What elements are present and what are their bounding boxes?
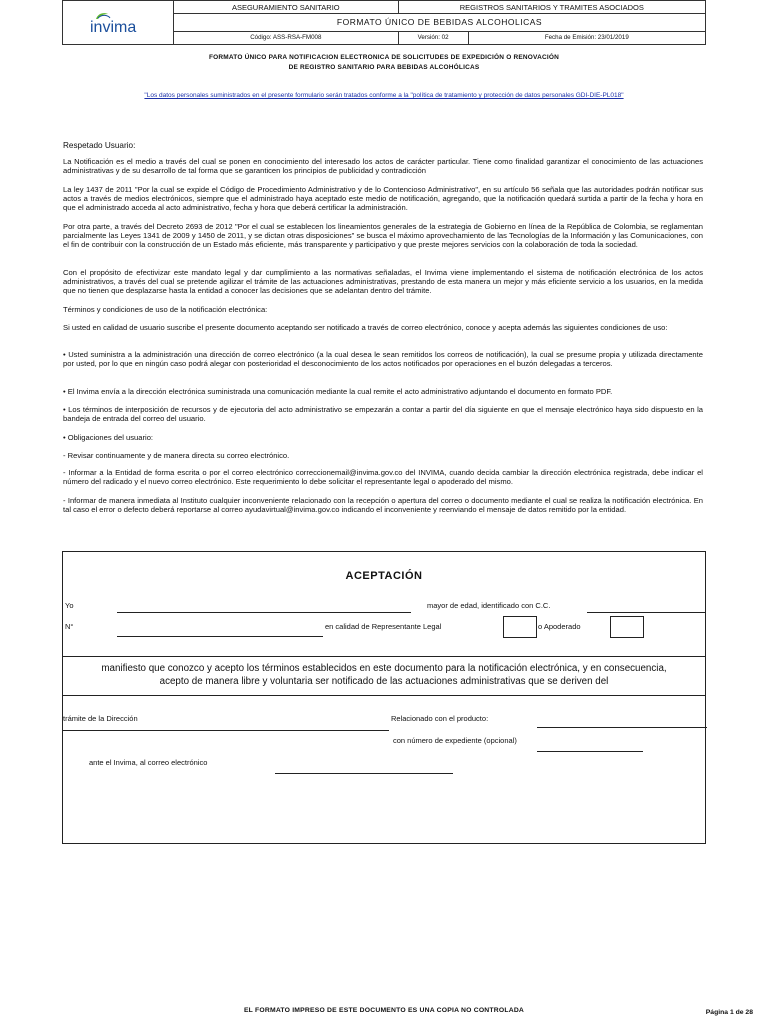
document-number-field[interactable] xyxy=(117,636,323,637)
document-title xyxy=(0,53,768,73)
header-code: Código: ASS-RSA-FM008 xyxy=(174,31,399,44)
bullet-pdf: • El Invima envía a la dirección electrónica suministrada una comunicación mediante la cual remite el acto administrativo adjuntando el documento en formato PDF. xyxy=(63,387,613,396)
document-header xyxy=(62,0,706,45)
logo-cell xyxy=(63,1,174,45)
yo-label: Yo xyxy=(65,601,74,610)
rep-legal-checkbox[interactable] xyxy=(503,616,537,638)
bullet-obligations: • Obligaciones del usuario: xyxy=(63,433,154,442)
email-field[interactable] xyxy=(275,773,453,774)
obligation-inform-issues: - Informar de manera inmediata al Instituto cualquier inconveniente relacionado con la recepción o apertura del correo o documento mediante el cual se realiza la notificación electrónica. En tal caso el error o defecto deberá reportarse al correo ayudavirtual@invima.gov.co indicando el inconveniente y reenviando el mensaje de datos remitido por la entidad. xyxy=(63,496,703,515)
tramite-label: trámite de la Dirección xyxy=(63,714,138,723)
obligation-review: - Revisar continuamente y de manera directa su correo electrónico. xyxy=(63,451,290,460)
correo-label: ante el Invima, al correo electrónico xyxy=(89,758,208,767)
age-label: mayor de edad, identificado con C.C. xyxy=(427,601,551,610)
paragraph-4: Con el propósito de efectivizar este mandato legal y dar cumplimiento a las normativas señaladas, el Invima viene implementando el sistema de notificación electrónica de los actos administrativos, a través del cual se pretende agilizar el trámite de las actuaciones administrativas, prestando de esta manera un mejor y más eficiente servicio a los usuarios, en la medida que no tienen que desplazarse hasta la entidad a conocer las decisiones que se adelantan dentro del trámite. xyxy=(63,268,703,296)
procedure-section xyxy=(62,696,706,844)
obligation-inform-change: - Informar a la Entidad de forma escrita o por el correo electrónico correccionemail@invima.gov.co del INVIMA, cuando decida cambiar la dirección electrónica registrada, debe indicar el número del radicado y el nuevo correo electrónico. Este requerimiento lo debe solicitar el representante legal o apoderado del mismo. xyxy=(63,468,703,487)
page-number: Página 1 de 28 xyxy=(705,1009,753,1016)
paragraph-1: La Notificación es el medio a través del cual se ponen en conocimiento del interesado los actos de carácter particular. Tiene como finalidad garantizar el conocimiento de las actuaciones administrativas y de su desarrollo de tal forma que se garanticen los principios de publicidad y contradicción xyxy=(63,157,703,176)
expediente-field[interactable] xyxy=(537,751,643,752)
invima-logo xyxy=(65,1,171,44)
acceptance-title: ACEPTACIÓN xyxy=(345,570,423,582)
privacy-notice-link[interactable]: "Los datos personales suministrados en el presente formulario serán tratados conforme a la "política de tratamiento y protección de datos personales GDI-DIE-PL018" xyxy=(144,92,624,99)
header-date: Fecha de Emisión: 23/01/2019 xyxy=(468,31,705,44)
bullet-email: • Usted suministra a la administración una dirección de correo electrónico (a la cual desea le sean remitidos los correos de notificación), la cual se presume propia y utilizada directamente por usted, por lo que en ningún caso podrá alegar con posterioridad el desconocimiento de los actos notificados por operaciones en el buzón delegadas a terceros. xyxy=(63,350,703,369)
expediente-label: con número de expediente (opcional) xyxy=(393,736,517,745)
rep-legal-label: en calidad de Representante Legal xyxy=(325,622,442,631)
terms-heading: Términos y condiciones de uso de la notificación electrónica: xyxy=(63,305,268,314)
invima-logo-icon xyxy=(86,10,150,36)
tramite-field[interactable] xyxy=(63,730,389,731)
name-field[interactable] xyxy=(117,612,411,613)
manifest-text xyxy=(63,656,705,688)
document-title-line1: FORMATO ÚNICO PARA NOTIFICACION ELECTRONICA DE SOLICITUDES DE EXPEDICIÓN O RENOVACIÓN xyxy=(208,54,560,61)
manifest-line1: manifiesto que conozco y acepto los términos establecidos en este documento para la notificación electrónica, y en consecuencia, xyxy=(101,663,667,674)
n-label: N° xyxy=(65,622,74,631)
cc-field[interactable] xyxy=(587,612,705,613)
paragraph-3: Por otra parte, a través del Decreto 2693 de 2012 "Por el cual se establecen los lineamientos generales de la estrategia de Gobierno en línea de la República de Colombia, se reglamentan parcialmente las Leyes 1341 de 2009 y 1450 de 2011, y se dictan otras disposiciones" se busca el máximo aprovechamiento de las Tecnologías de la Información y las Comunicaciones, con el fin de contribuir con la construcción de un Estado más eficiente, más transparente y participativo y que preste mejores servicios con la colaboración de toda la sociedad. xyxy=(63,222,703,250)
document-title-line2: DE REGISTRO SANITARIO PARA BEBIDAS ALCOHÓLICAS xyxy=(288,64,480,71)
paragraph-2: La ley 1437 de 2011 "Por la cual se expide el Código de Procedimiento Administrativo y de lo Contencioso Administrativo", en su artículo 56 señala que las autoridades podrán notificar sus actos a través de medios electrónicos, siempre que el administrado haya aceptado este medio de notificación, agregando, que la notificación quedará surtida a partir de la fecha y hora en que el administrado acceda al acto administrativo, fecha y hora que deberá certificar la administración. xyxy=(63,185,703,213)
header-form-title: FORMATO ÚNICO DE BEBIDAS ALCOHOLICAS xyxy=(174,14,706,31)
acceptance-section xyxy=(62,551,706,696)
producto-label: Relacionado con el producto: xyxy=(391,714,489,723)
header-process: REGISTROS SANITARIOS Y TRAMITES ASOCIADOS xyxy=(398,1,705,14)
apoderado-label: o Apoderado xyxy=(538,622,581,631)
bullet-terms: • Los términos de interposición de recursos y de ejecutoria del acto administrativo se empezarán a contar a partir del día siguiente en que el mensaje electrónico haya sido dispuesto en la bandeja de entrada del correo del usuario. xyxy=(63,405,703,424)
svg-text:invima: invima xyxy=(90,18,137,36)
header-area: ASEGURAMIENTO SANITARIO xyxy=(174,1,399,14)
manifest-line2: acepto de manera libre y voluntaria ser notificado de las actuaciones administrativas que se deriven del xyxy=(159,676,609,687)
apoderado-checkbox[interactable] xyxy=(610,616,644,638)
paragraph-conditions: Si usted en calidad de usuario suscribe el presente documento aceptando ser notificado a través de correo electrónico, conoce y acepta además las siguientes condiciones de uso: xyxy=(63,323,668,332)
header-version: Versión: 02 xyxy=(398,31,468,44)
producto-field[interactable] xyxy=(537,727,707,728)
footer-note: EL FORMATO IMPRESO DE ESTE DOCUMENTO ES UNA COPIA NO CONTROLADA xyxy=(243,1007,525,1014)
greeting: Respetado Usuario: xyxy=(63,141,136,150)
